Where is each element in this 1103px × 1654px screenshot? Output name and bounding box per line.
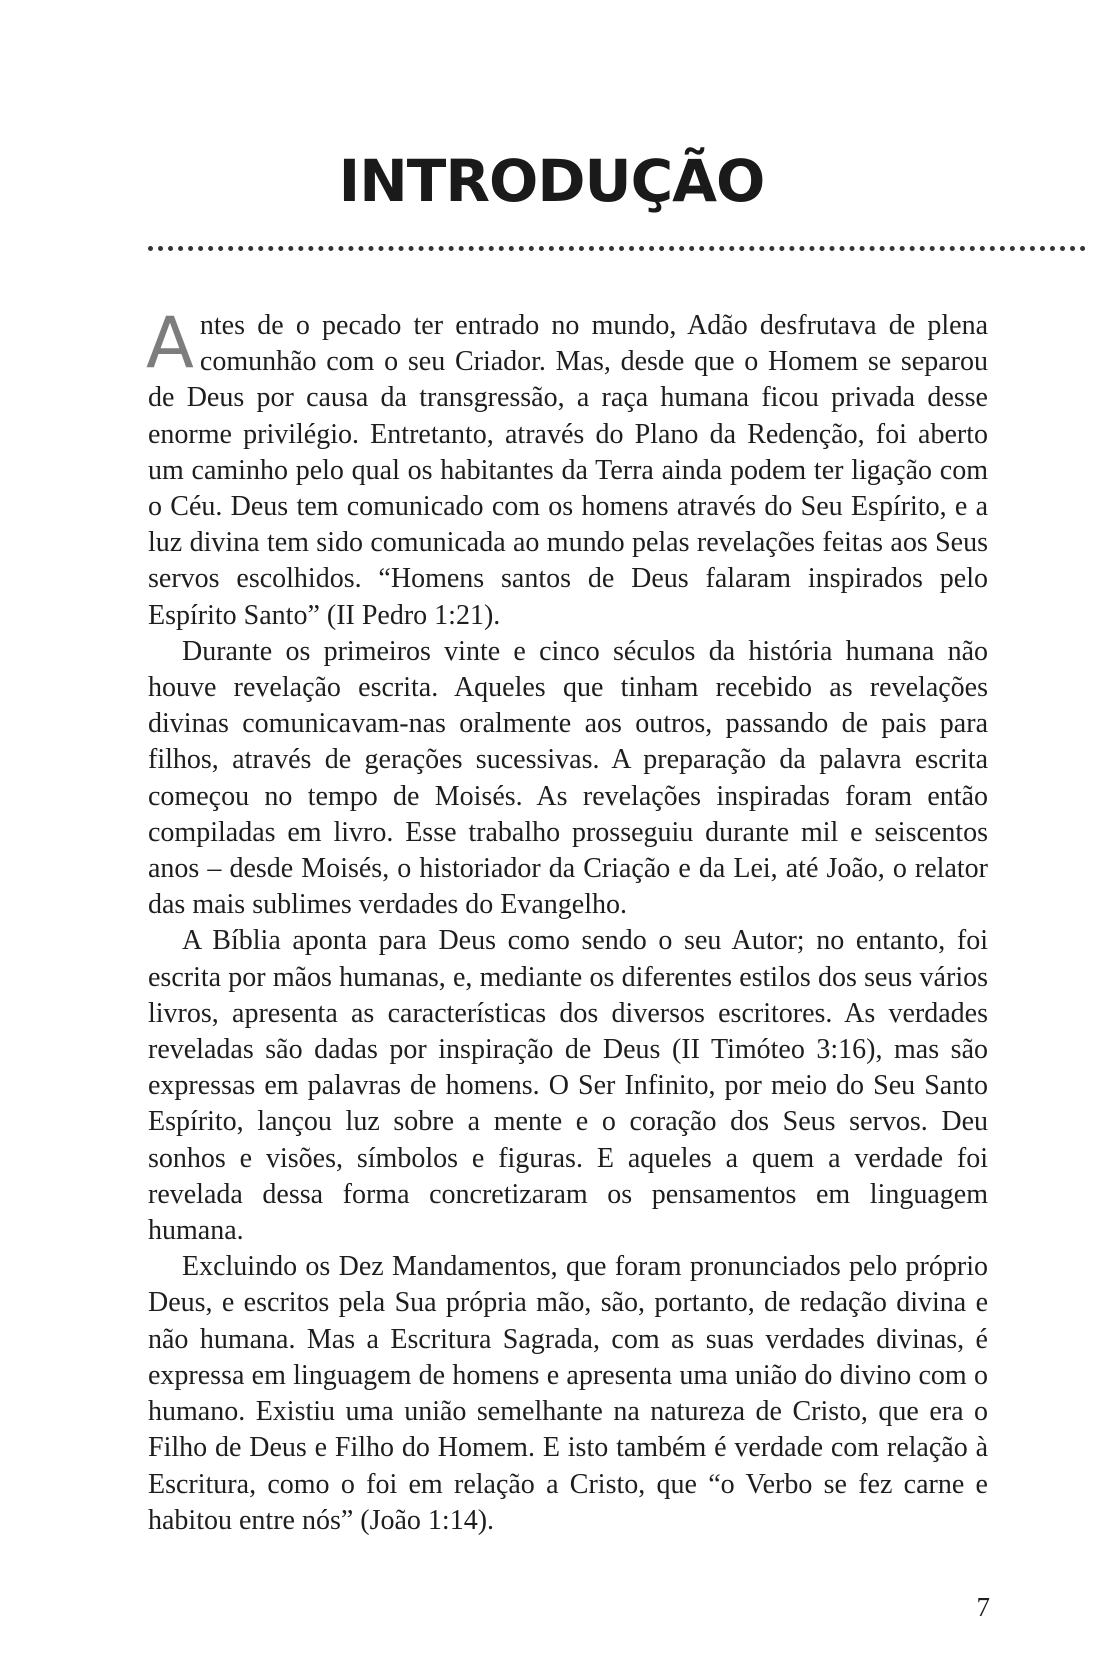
dotted-divider — [148, 246, 1086, 251]
chapter-heading: INTRODUÇÃO — [338, 147, 765, 215]
paragraph-2: Durante os primeiros vinte e cinco séculos da história humana não houve revelação escrita. Aqueles que tinham recebido as revelações divinas comunicavam-nas oralmente aos outros, passando de pais para filhos, através de gerações sucessivas. A preparação da palavra escrita começou no tempo de Moisés. As revelações inspiradas foram então compiladas em livro. Esse trabalho prosseguiu durante mil e seiscentos anos – desde Moisés, o historiador da Criação e da Lei, até João, o relator das mais sublimes verdades do Evangelho. — [148, 635, 988, 921]
paragraph-3: A Bíblia aponta para Deus como sendo o seu Autor; no entanto, foi escrita por mãos humanas, e, mediante os diferentes estilos dos seus vários livros, apresenta as características dos diversos escritores. As verdades reveladas são dadas por inspiração de Deus (II Timóteo 3:16), mas são expressas em palavras de homens. O Ser Infinito, por meio do Seu Santo Espírito, lançou luz sobre a mente e o coração dos Seus servos. Deu sonhos e visões, símbolos e figuras. E aqueles a quem a verdade foi revelada dessa forma concretizaram os pensamentos em linguagem humana. — [148, 925, 988, 1247]
paragraph-1 — [146, 302, 988, 634]
drop-cap: A — [146, 302, 194, 384]
body-text — [146, 302, 988, 1539]
paragraph-1-text: ntes de o pecado ter entrado no mundo, Adão desfrutava de plena comunhão com o seu Criador. Mas, desde que o Homem se separou de Deus por causa da transgressão, a raça humana ficou privada desse enorme privilégio. Entretanto, através do Plano da Redenção, foi aberto um caminho pelo qual os habitantes da Terra ainda podem ter ligação com o Céu. Deus tem comunicado com os homens através do Seu Espírito, e a luz divina tem sido comunicada ao mundo pelas revelações feitas aos Seus servos escolhidos. “Homens santos de Deus falaram inspirados pelo Espírito Santo” (II Pedro 1:21). — [148, 310, 988, 631]
paragraph-4: Excluindo os Dez Mandamentos, que foram pronunciados pelo próprio Deus, e escritos pela Sua própria mão, são, portanto, de redação divina e não humana. Mas a Escritura Sagrada, com as suas verdades divinas, é expressa em linguagem de homens e apresenta uma união do divino com o humano. Existiu uma união semelhante na natureza de Cristo, que era o Filho de Deus e Filho do Homem. E isto também é verdade com relação à Escritura, como o foi em relação a Cristo, que “o Verbo se fez carne e habitou entre nós” (João 1:14). — [148, 1251, 988, 1536]
page-number: 7 — [976, 1592, 990, 1622]
